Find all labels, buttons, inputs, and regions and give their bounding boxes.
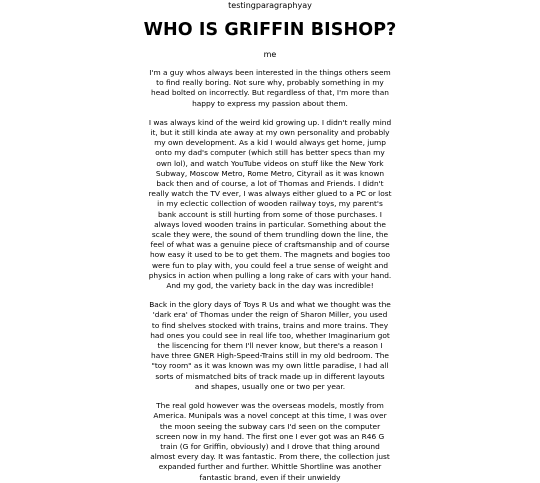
page-subtitle: me (263, 50, 277, 59)
article-paragraph-overseas-models: The real gold however was the overseas models, mostly from America. Munipals was a novel concept at this time, I was over the moon seeing the subway cars I'd seen on the computer screen now in my hand. The first one I ever got was an R46 G train (G for Griffin, obviously) and I drove that thing around almost every day. It was fantastic. From there, the collection just expanded further and further. Whittle Shortline was another fantastic brand, even if their unwieldy (150, 401, 390, 482)
article-paragraph-toys-r-us: Back in the glory days of Toys R Us and what we thought was the 'dark era' of Thomas under the reign of Sharon Miller, you used to find shelves stocked with trains, trains and more trains. They had ones you could see in real life too, whether Imaginarium got the liscencing for them I'll never know, but there's a reason I have three GNER High-Speed-Trains still in my old bedroom. The "toy room" as it was known was my own little paradise, I had all sorts of mismatched bits of track made up in different layouts and shapes, usually one or two per year. (149, 300, 391, 391)
site-name: testingparagraphyay (228, 1, 312, 10)
page-title: WHO IS GRIFFIN BISHOP? (143, 20, 397, 40)
article-paragraph-intro: I'm a guy whos always been interested in the things others seem to find really boring. Not sure why, probably something in my head bolted on incorrectly. But regardless of that, I'm more than happy to express my passion about them. (149, 68, 391, 108)
article-paragraph-childhood: I was always kind of the weird kid growing up. I didn't really mind it, but it still kinda ate away at my own personality and probably my own development. As a kid I would always get home, jump onto my dad's computer (which still has better specs than my own lol), and watch YouTube videos on stuff like the New York Subway, Moscow Metro, Rome Metro, Cityrail as it was known back then and of course, a lot of Thomas and Friends. I didn't really watch the TV ever, I was always either glued to a PC or lost in my eclectic collection of wooden railway toys, my parent's bank account is still hurting from some of those purchases. I always loved wooden trains in particular. Something about the scale they were, the sound of them trundling down the line, the feel of what was a genuine piece of craftsmanship and of course how easy it used to be to get them. The magnets and bogies too were fun to play with, you could feel a true sense of weight and physics in action when pulling a long rake of cars with your hand. And my god, the variety back in the day was incredible! (148, 117, 392, 291)
article-body (148, 68, 392, 483)
